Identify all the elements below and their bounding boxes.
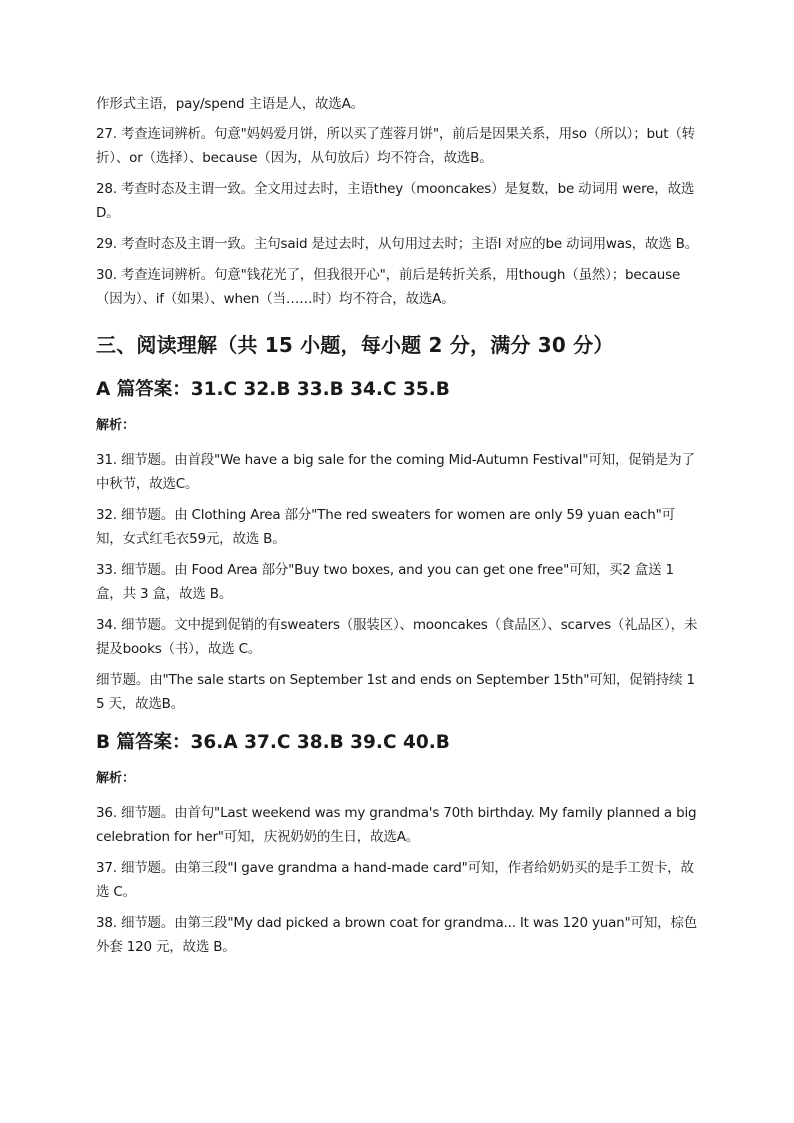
part-a-analysis-label: 解析： [96, 418, 136, 433]
explanation-37: 37. 细节题。由第三段"I gave grandma a hand-made card"可知，作者给奶奶买的是手工贺卡，故选 C。 [96, 860, 694, 900]
explanation-34: 34. 细节题。文中提到促销的有sweaters（服装区）、mooncakes（食品区）、scarves（礼品区），未提及books（书），故选 C。 [96, 617, 698, 657]
explanation-36: 36. 细节题。由首句"Last weekend was my grandma's 70th birthday. My family planned a big celebration for her"可知，庆祝奶奶的生日，故选A。 [96, 805, 697, 845]
document-page [96, 92, 700, 966]
explanation-27: 27. 考查连词辨析。句意"妈妈爱月饼，所以买了莲蓉月饼"，前后是因果关系，用so（所以）；but（转折）、or（选择）、because（因为，从句放后）均不符合，故选B。 [96, 126, 695, 166]
explanation-32: 32. 细节题。由 Clothing Area 部分"The red sweaters for women are only 59 yuan each"可知，女式红毛衣59元，故选 B。 [96, 507, 675, 547]
explanation-33: 33. 细节题。由 Food Area 部分"Buy two boxes, and you can get one free"可知，买2 盒送 1 盒，共 3 盒，故选 B。 [96, 562, 674, 602]
explanation-35: 细节题。由"The sale starts on September 1st and ends on September 15th"可知，促销持续 15 天，故选B。 [96, 672, 695, 712]
section-3-title: 三、阅读理解（共 15 小题，每小题 2 分，满分 30 分） [96, 333, 614, 357]
part-b-analysis-label: 解析： [96, 771, 136, 786]
part-b-answer-title: B 篇答案：36.A 37.C 38.B 39.C 40.B [96, 732, 450, 753]
explanation-38: 38. 细节题。由第三段"My dad picked a brown coat for grandma... It was 120 yuan"可知，棕色外套 120 元，故选 B。 [96, 915, 698, 955]
explanation-31: 31. 细节题。由首段"We have a big sale for the coming Mid-Autumn Festival"可知，促销是为了中秋节，故选C。 [96, 452, 695, 492]
intro-paragraph: 作形式主语，pay/spend 主语是人，故选A。 [96, 96, 364, 112]
explanation-29: 29. 考查时态及主谓一致。主句said 是过去时，从句用过去时；主语I 对应的be 动词用was，故选 B。 [96, 236, 699, 252]
part-a-answer-title: A 篇答案：31.C 32.B 33.B 34.C 35.B [96, 379, 450, 400]
explanation-30: 30. 考查连词辨析。句意"钱花光了，但我很开心"，前后是转折关系，用though（虽然）；because（因为）、if（如果）、when（当……时）均不符合，故选A。 [96, 267, 681, 307]
explanation-28: 28. 考查时态及主谓一致。全文用过去时，主语they（mooncakes）是复数，be 动词用 were，故选 D。 [96, 181, 695, 221]
